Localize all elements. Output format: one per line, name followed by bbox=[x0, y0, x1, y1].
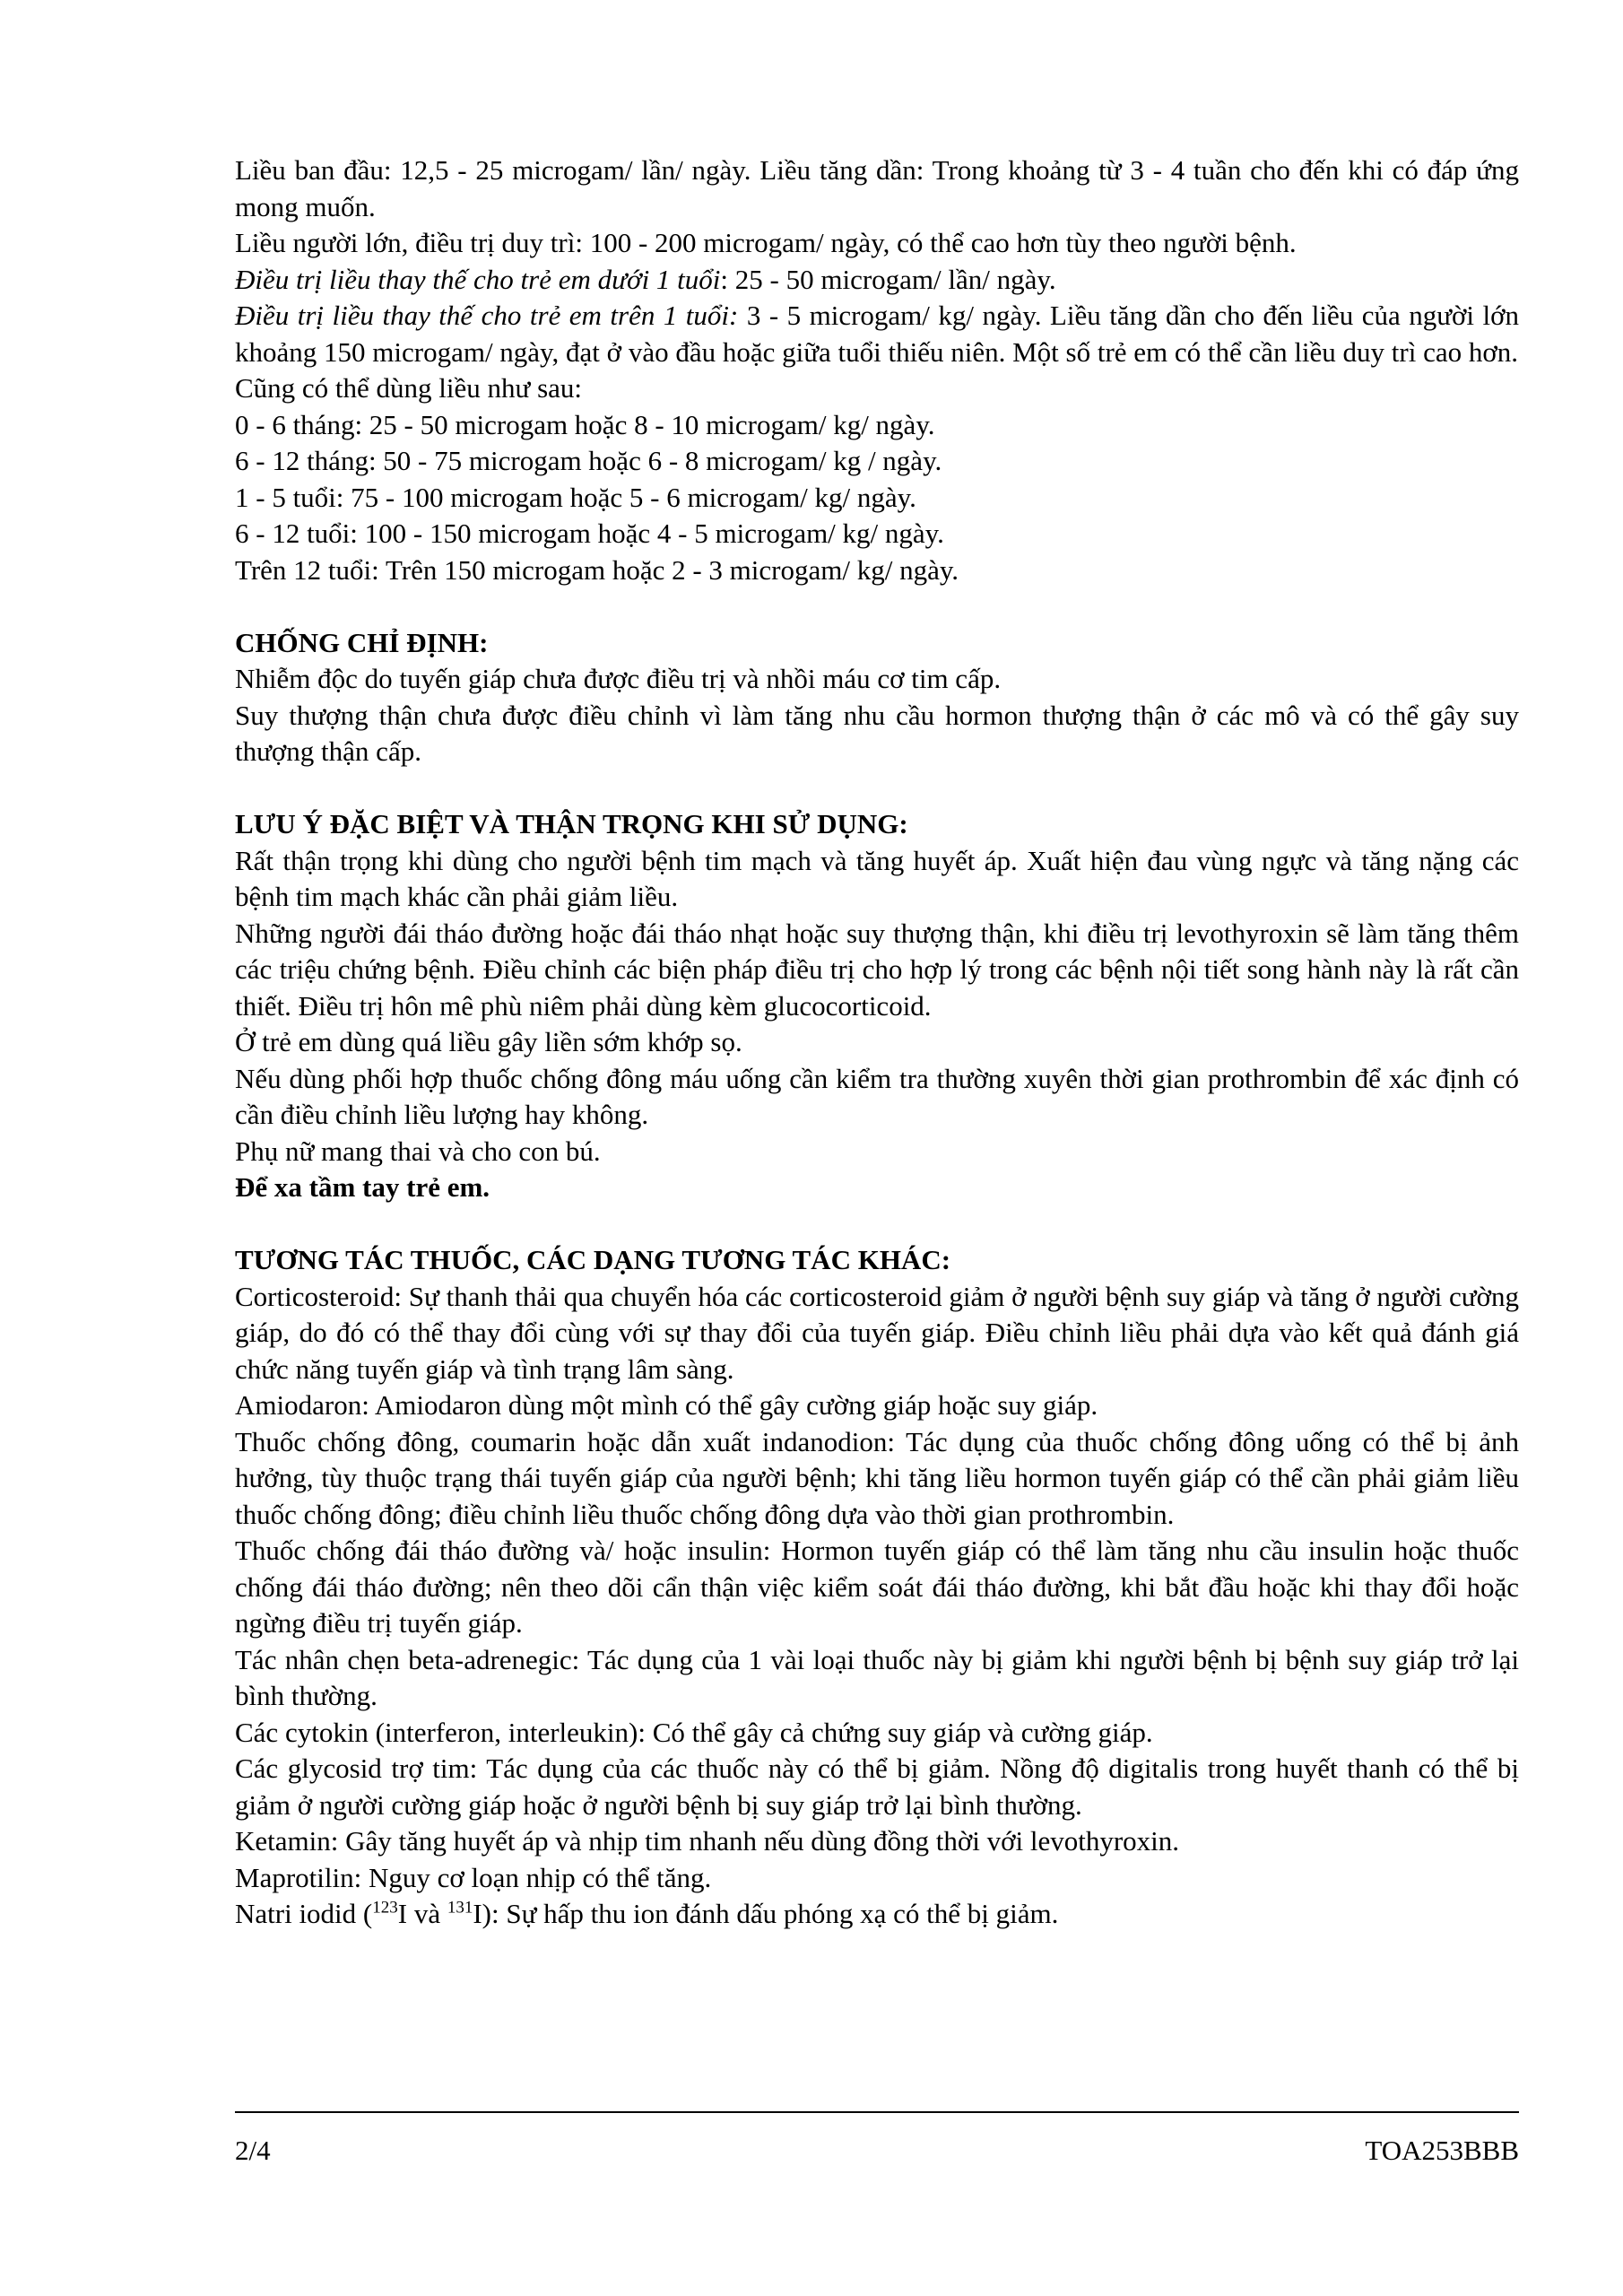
interaction-natri-iodid bbox=[235, 1896, 1519, 1933]
dosage-alt-intro: Cũng có thể dùng liều như sau: bbox=[235, 372, 583, 404]
interaction-item: Thuốc chống đông, coumarin hoặc dẫn xuất indanodion: Tác dụng của thuốc chống đông uống có thể bị ảnh hưởng, tùy thuộc trạng thái tuyến giáp của người bệnh; khi tăng liều hormon tuyến giáp có thể cần phải giảm liều thuốc chống đông; điều chỉnh liều thuốc chống đông dựa vào thời gian prothrombin. bbox=[235, 1425, 1519, 1530]
precaution-item: Rất thận trọng khi dùng cho người bệnh tim mạch và tăng huyết áp. Xuất hiện đau vùng ngực và tăng nặng các bệnh tim mạch khác cần phải giảm liều. bbox=[235, 844, 1519, 912]
interaction-item: Corticosteroid: Sự thanh thải qua chuyển hóa các corticosteroid giảm ở người bệnh suy giáp và tăng ở người cường giáp, do đó có thể thay đổi cùng với sự thay đổi của tuyến giáp. Điều chỉnh liều phải dựa vào kết quả đánh giá chức năng tuyến giáp và tình trạng lâm sàng. bbox=[235, 1280, 1519, 1385]
interaction-item: Các cytokin (interferon, interleukin): Có thể gây cả chứng suy giáp và cường giáp. bbox=[235, 1716, 1153, 1748]
age-dose-line: 1 - 5 tuổi: 75 - 100 microgam hoặc 5 - 6 microgam/ kg/ ngày. bbox=[235, 481, 916, 513]
isotope-131-superscript: 131 bbox=[447, 1898, 473, 1918]
dosage-child-over-1-text: 3 - 5 microgam/ kg/ ngày. Liều tăng dần cho đến liều của người lớn khoảng 150 microgam/ ngày, đạt ở vào đầu hoặc giữa tuổi thiếu niên. Một số trẻ em có thể cần liều duy trì cao hơn. bbox=[235, 300, 1520, 368]
age-dose-line: Trên 12 tuổi: Trên 150 microgam hoặc 2 - 3 microgam/ kg/ ngày. bbox=[235, 553, 959, 586]
footer-divider bbox=[235, 2111, 1519, 2113]
precaution-item: Những người đái tháo đường hoặc đái tháo nhạt hoặc suy thượng thận, khi điều trị levothyroxin sẽ làm tăng thêm các triệu chứng bệnh. Điều chỉnh các biện pháp điều trị cho hợp lý trong các bệnh nội tiết song hành này là rất cần thiết. Điều trị hôn mê phù niêm phải dùng kèm glucocorticoid. bbox=[235, 917, 1519, 1022]
natri-text-a: Natri iodid ( bbox=[235, 1898, 373, 1929]
contraindication-item: Suy thượng thận chưa được điều chỉnh vì làm tăng nhu cầu hormon thượng thận ở các mô và có thể gây suy thượng thận cấp. bbox=[235, 699, 1519, 767]
dosage-initial: Liều ban đầu: 12,5 - 25 microgam/ lần/ ngày. Liều tăng dần: Trong khoảng từ 3 - 4 tuần cho đến khi có đáp ứng mong muốn. bbox=[235, 154, 1519, 222]
age-dose-line: 0 - 6 tháng: 25 - 50 microgam hoặc 8 - 10 microgam/ kg/ ngày. bbox=[235, 408, 935, 440]
interaction-item: Các glycosid trợ tim: Tác dụng của các thuốc này có thể bị giảm. Nồng độ digitalis trong huyết thanh có thể bị giảm ở người cường giáp hoặc ở người bệnh bị suy giáp trở lại bình thường. bbox=[235, 1752, 1519, 1821]
interactions-heading: TƯƠNG TÁC THUỐC, CÁC DẠNG TƯƠNG TÁC KHÁC: bbox=[235, 1244, 951, 1275]
dosage-adult-maintenance: Liều người lớn, điều trị duy trì: 100 - 200 microgam/ ngày, có thể cao hơn tùy theo người bệnh. bbox=[235, 227, 1297, 258]
interaction-item: Amiodaron: Amiodaron dùng một mình có thể gây cường giáp hoặc suy giáp. bbox=[235, 1389, 1098, 1421]
page-number: 2/4 bbox=[235, 2135, 271, 2166]
age-dose-line: 6 - 12 tháng: 50 - 75 microgam hoặc 6 - 8 microgam/ kg / ngày. bbox=[235, 445, 942, 476]
interaction-item: Ketamin: Gây tăng huyết áp và nhịp tim nhanh nếu dùng đồng thời với levothyroxin. bbox=[235, 1825, 1180, 1857]
contraindication-item: Nhiễm độc do tuyến giáp chưa được điều trị và nhồi máu cơ tim cấp. bbox=[235, 663, 1002, 694]
natri-text-b: I và bbox=[397, 1898, 447, 1929]
contraindications-heading: CHỐNG CHỈ ĐỊNH: bbox=[235, 626, 489, 658]
dosage-child-under-1 bbox=[235, 262, 1519, 299]
precaution-item: Ở trẻ em dùng quá liều gây liền sớm khớp sọ. bbox=[235, 1026, 742, 1057]
keep-out-of-reach-warning: Để xa tầm tay trẻ em. bbox=[235, 1171, 490, 1203]
document-body bbox=[235, 152, 1519, 1933]
interaction-item: Tác nhân chẹn beta-adrenegic: Tác dụng của 1 vài loại thuốc này bị giảm khi người bệnh bị bệnh suy giáp trở lại bình thường. bbox=[235, 1643, 1519, 1711]
interaction-item: Maprotilin: Nguy cơ loạn nhịp có thể tăng. bbox=[235, 1861, 712, 1893]
natri-text-c: I): Sự hấp thu ion đánh dấu phóng xạ có thể bị giảm. bbox=[473, 1898, 1059, 1929]
age-dose-line: 6 - 12 tuổi: 100 - 150 microgam hoặc 4 - 5 microgam/ kg/ ngày. bbox=[235, 517, 944, 549]
document-code: TOA253BBB bbox=[1365, 2135, 1519, 2166]
dosage-child-over-1 bbox=[235, 298, 1519, 370]
dosage-child-over-1-lead: Điều trị liều thay thế cho trẻ em trên 1 tuổi: bbox=[235, 300, 739, 331]
dosage-child-under-1-text: : 25 - 50 microgam/ lần/ ngày. bbox=[720, 263, 1056, 295]
interaction-item: Thuốc chống đái tháo đường và/ hoặc insulin: Hormon tuyến giáp có thể làm tăng nhu cầu insulin hoặc thuốc chống đái tháo đường; nên theo dõi cẩn thận việc kiểm soát đái tháo đường, khi bắt đầu hoặc khi thay đổi hoặc ngừng điều trị tuyến giáp. bbox=[235, 1535, 1519, 1639]
dosage-child-under-1-lead: Điều trị liều thay thế cho trẻ em dưới 1 tuổi bbox=[235, 263, 721, 295]
precaution-item: Nếu dùng phối hợp thuốc chống đông máu uống cần kiểm tra thường xuyên thời gian prothrombin để xác định có cần điều chỉnh liều lượng hay không. bbox=[235, 1062, 1519, 1130]
precautions-heading: LƯU Ý ĐẶC BIỆT VÀ THẬN TRỌNG KHI SỬ DỤNG: bbox=[235, 808, 908, 839]
isotope-123-superscript: 123 bbox=[372, 1898, 398, 1918]
precaution-item: Phụ nữ mang thai và cho con bú. bbox=[235, 1135, 601, 1167]
